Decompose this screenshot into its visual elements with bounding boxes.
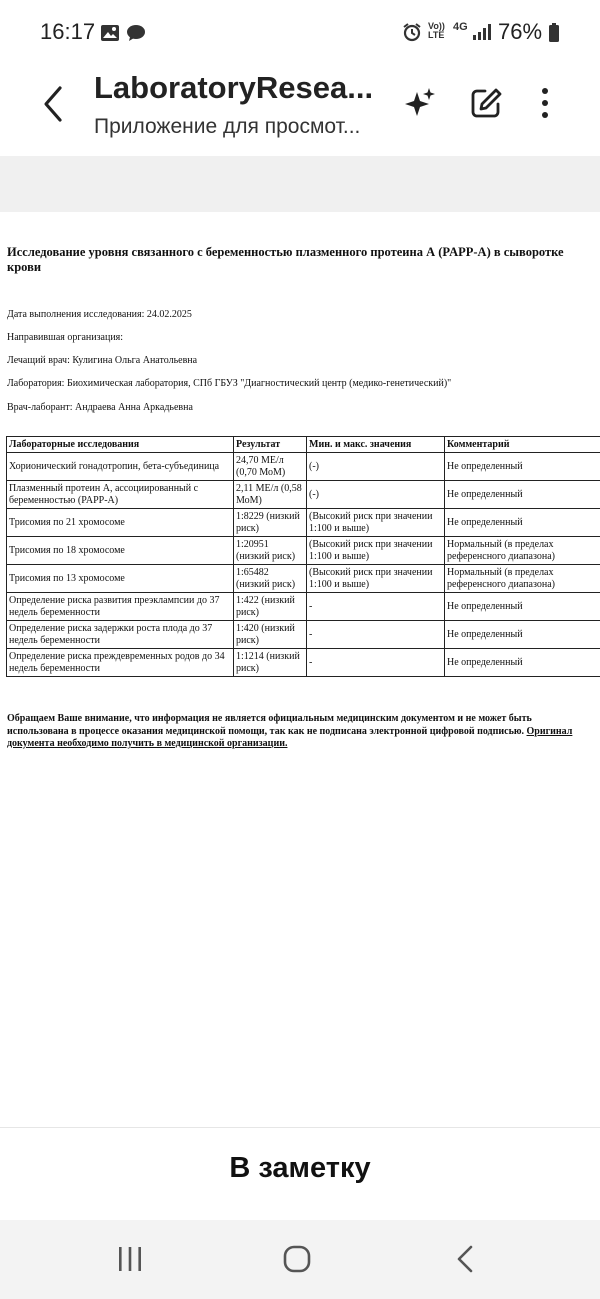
cell-result: 1:65482 (низкий риск) xyxy=(234,565,307,593)
table-row xyxy=(7,649,600,677)
more-vertical-icon[interactable] xyxy=(528,86,562,120)
signal-icon xyxy=(472,23,492,46)
disclaimer-notice xyxy=(7,713,593,751)
volte-indicator: Vo)) LTE xyxy=(428,21,445,40)
cell-comment: Не определенный xyxy=(445,481,600,509)
sparkle-icon[interactable] xyxy=(403,86,437,120)
cell-test: Трисомия по 21 хромосоме xyxy=(7,509,234,537)
cell-comment: Не определенный xyxy=(445,621,600,649)
cell-result: 1:20951 (низкий риск) xyxy=(234,537,307,565)
status-bar xyxy=(0,0,600,64)
cell-range: (-) xyxy=(307,481,445,509)
results-table xyxy=(6,436,600,677)
column-header: Результат xyxy=(234,437,307,453)
disclaimer-text: Обращаем Ваше внимание, что информация не является официальным медицинским документом и не может быть использована в процессе оказания медицинской помощи, так как не подписана электронной цифровой подписью. xyxy=(7,713,532,737)
column-header: Мин. и макс. значения xyxy=(307,437,445,453)
lab-doctor: Врач-лаборант: Андраева Анна Аркадьевна xyxy=(7,402,193,413)
table-row xyxy=(7,537,600,565)
document-view[interactable] xyxy=(0,212,600,1127)
table-row xyxy=(7,481,600,509)
column-header: Лабораторные исследования xyxy=(7,437,234,453)
cell-test: Определение риска развития преэклампсии до 37 недель беременности xyxy=(7,593,234,621)
gallery-icon xyxy=(100,24,120,47)
referring-org: Направившая организация: xyxy=(7,332,124,343)
back-arrow-icon[interactable] xyxy=(38,84,70,124)
cell-comment: Нормальный (в пределах референсного диапазона) xyxy=(445,537,600,565)
chat-icon xyxy=(126,24,146,47)
status-time: 16:17 xyxy=(40,19,96,44)
table-row xyxy=(7,593,600,621)
table-row xyxy=(7,453,600,481)
home-icon[interactable] xyxy=(283,1245,311,1278)
cell-test: Определение риска задержки роста плода до 37 недель беременности xyxy=(7,621,234,649)
alarm-icon xyxy=(402,22,422,47)
table-row xyxy=(7,621,600,649)
exam-date: Дата выполнения исследования: 24.02.2025 xyxy=(7,309,192,320)
cell-result: 1:420 (низкий риск) xyxy=(234,621,307,649)
attending-doctor: Лечащий врач: Кулигина Ольга Анатольевна xyxy=(7,355,198,366)
battery-percent: 76% xyxy=(498,19,543,44)
cell-range: (-) xyxy=(307,453,445,481)
cell-result: 1:1214 (низкий риск) xyxy=(234,649,307,677)
recent-apps-icon[interactable] xyxy=(116,1245,144,1278)
cell-result: 2,11 МЕ/л (0,58 МоМ) xyxy=(234,481,307,509)
cell-test: Хорионический гонадотропин, бета-субъединица xyxy=(7,453,234,481)
page-title: LaboratoryResea... xyxy=(94,70,374,105)
edit-icon[interactable] xyxy=(469,86,503,120)
system-nav-bar xyxy=(0,1220,600,1299)
cell-range: (Высокий риск при значении 1:100 и выше) xyxy=(307,565,445,593)
document-title: Исследование уровня связанного с беременностью плазменного протеина А (PAPP-A) в сыворотке крови xyxy=(7,245,564,274)
column-header: Комментарий xyxy=(445,437,600,453)
app-bar xyxy=(0,64,600,156)
cell-test: Трисомия по 13 хромосоме xyxy=(7,565,234,593)
cell-test: Определение риска преждевременных родов до 34 недель беременности xyxy=(7,649,234,677)
cell-comment: Не определенный xyxy=(445,509,600,537)
cell-result: 24,70 МЕ/л (0,70 МоМ) xyxy=(234,453,307,481)
cell-range: (Высокий риск при значении 1:100 и выше) xyxy=(307,509,445,537)
cell-comment: Нормальный (в пределах референсного диапазона) xyxy=(445,565,600,593)
cell-comment: Не определенный xyxy=(445,453,600,481)
disclaimer-underlined: Оригинал документа необходимо получить в медицинской организации. xyxy=(7,725,573,749)
battery-icon xyxy=(548,23,560,48)
cell-range: - xyxy=(307,593,445,621)
add-to-note-button[interactable]: В заметку xyxy=(0,1128,600,1220)
nav-back-icon[interactable] xyxy=(455,1245,475,1278)
toolbar-band xyxy=(0,156,600,212)
cell-result: 1:8229 (низкий риск) xyxy=(234,509,307,537)
cell-test: Трисомия по 18 хромосоме xyxy=(7,537,234,565)
network-type: 4G xyxy=(453,21,468,33)
table-row xyxy=(7,509,600,537)
table-row xyxy=(7,565,600,593)
laboratory: Лаборатория: Биохимическая лаборатория, СПб ГБУЗ "Диагностический центр (медико-генетический)" xyxy=(7,378,452,389)
table-header-row xyxy=(7,437,600,453)
page-subtitle: Приложение для просмот... xyxy=(94,115,361,138)
cell-comment: Не определенный xyxy=(445,649,600,677)
cell-result: 1:422 (низкий риск) xyxy=(234,593,307,621)
cell-test: Плазменный протеин А, ассоциированный с беременностью (PAPP-A) xyxy=(7,481,234,509)
cell-range: - xyxy=(307,649,445,677)
cell-range: - xyxy=(307,621,445,649)
cell-comment: Не определенный xyxy=(445,593,600,621)
cell-range: (Высокий риск при значении 1:100 и выше) xyxy=(307,537,445,565)
